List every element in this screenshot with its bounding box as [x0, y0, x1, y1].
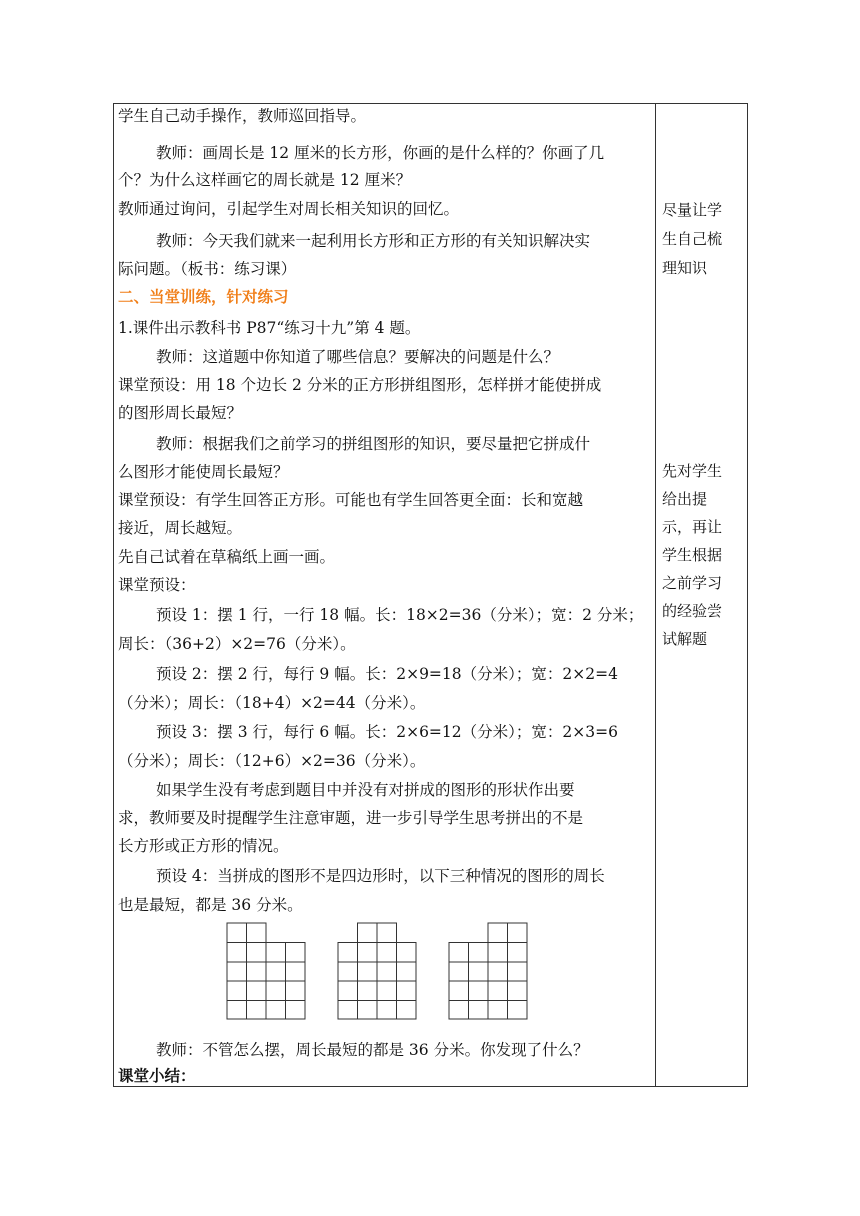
lesson-plan-table [113, 103, 748, 1087]
summary-label: 课堂小结： [118, 1067, 196, 1085]
tiling-figures [226, 922, 646, 1022]
preset-4-cont: 也是最短，都是 36 分米。 [118, 896, 303, 914]
side-note-line: 生自己梳 [662, 230, 723, 248]
preset-1: 预设 1：摆 1 行，一行 18 幅。长：18×2=36（分米）；宽：2 分米； [156, 606, 644, 624]
class-preset: 课堂预设：用 18 个边长 2 分米的正方形拼组图形，怎样拼才能使拼成 [118, 376, 602, 394]
class-preset-cont: 接近，周长越短。 [118, 519, 243, 537]
side-note-line: 先对学生 [662, 462, 723, 480]
preset-3: 预设 3：摆 3 行，每行 6 幅。长：2×6=12（分米）；宽：2×3=6 [156, 723, 618, 741]
paragraph: 学生自己动手操作，教师巡回指导。 [118, 107, 367, 125]
paragraph-cont: 求，教师要及时提醒学生注意审题，进一步引导学生思考拼出的不是 [118, 809, 584, 827]
side-note-line: 理知识 [662, 259, 708, 277]
class-preset-cont: 的图形周长最短？ [118, 404, 243, 422]
side-note-line: 示，再让 [662, 518, 723, 536]
column-divider [655, 104, 656, 1086]
teacher-statement: 教师：今天我们就来一起利用长方形和正方形的有关知识解决实 [156, 232, 591, 250]
teacher-question-cont: 么图形才能使周长最短？ [118, 463, 289, 481]
teacher-question: 教师：画周长是 12 厘米的长方形，你画的是什么样的？你画了几 [156, 144, 605, 162]
paragraph: 教师通过询问，引起学生对周长相关知识的回忆。 [118, 200, 460, 218]
tiling-figure-3 [448, 922, 530, 1020]
preset-1-cont: 周长：（36+2）×2=76（分米）。 [118, 635, 356, 653]
side-note-line: 学生根据 [662, 546, 723, 564]
side-note-line: 之前学习 [662, 574, 723, 592]
paragraph: 如果学生没有考虑到题目中并没有对拼成的图形的形状作出要 [156, 781, 575, 799]
class-preset: 课堂预设：有学生回答正方形。可能也有学生回答更全面：长和宽越 [118, 491, 584, 509]
side-note-line: 尽量让学 [662, 201, 723, 219]
preset-3-cont: （分米）；周长：（12+6）×2=36（分米）。 [118, 752, 426, 770]
tiling-figure-1 [226, 922, 308, 1020]
preset-2: 预设 2：摆 2 行，每行 9 幅。长：2×9=18（分米）；宽：2×2=4 [156, 665, 618, 683]
teacher-question: 教师：根据我们之前学习的拼组图形的知识，要尽量把它拼成什 [156, 435, 591, 453]
preset-2-cont: （分米）；周长：（18+4）×2=44（分米）。 [118, 694, 426, 712]
paragraph-cont: 长方形或正方形的情况。 [118, 837, 289, 855]
teacher-question-cont: 个？为什么这样画它的周长就是 12 厘米？ [118, 171, 412, 189]
side-note-line [662, 489, 732, 509]
side-note-line: 试解题 [662, 630, 708, 648]
tiling-figure-2 [337, 922, 419, 1020]
teacher-statement-cont: 际问题。（板书：练习课） [118, 260, 297, 278]
teacher-question: 教师：不管怎么摆，周长最短的都是 36 分米。你发现了什么？ [156, 1041, 589, 1059]
paragraph: 先自己试着在草稿纸上画一画。 [118, 548, 336, 566]
exercise-item: 1.课件出示教科书 P87“练习十九”第 4 题。 [118, 319, 421, 337]
section-heading: 二、当堂训练，针对练习 [118, 288, 289, 306]
class-preset-label: 课堂预设： [118, 576, 196, 594]
side-note-line: 的经验尝 [662, 602, 723, 620]
teacher-question: 教师：这道题中你知道了哪些信息？要解决的问题是什么？ [156, 348, 560, 366]
preset-4: 预设 4：当拼成的图形不是四边形时，以下三种情况的图形的周长 [156, 867, 605, 885]
side-note-text: 给出提 [662, 490, 708, 508]
